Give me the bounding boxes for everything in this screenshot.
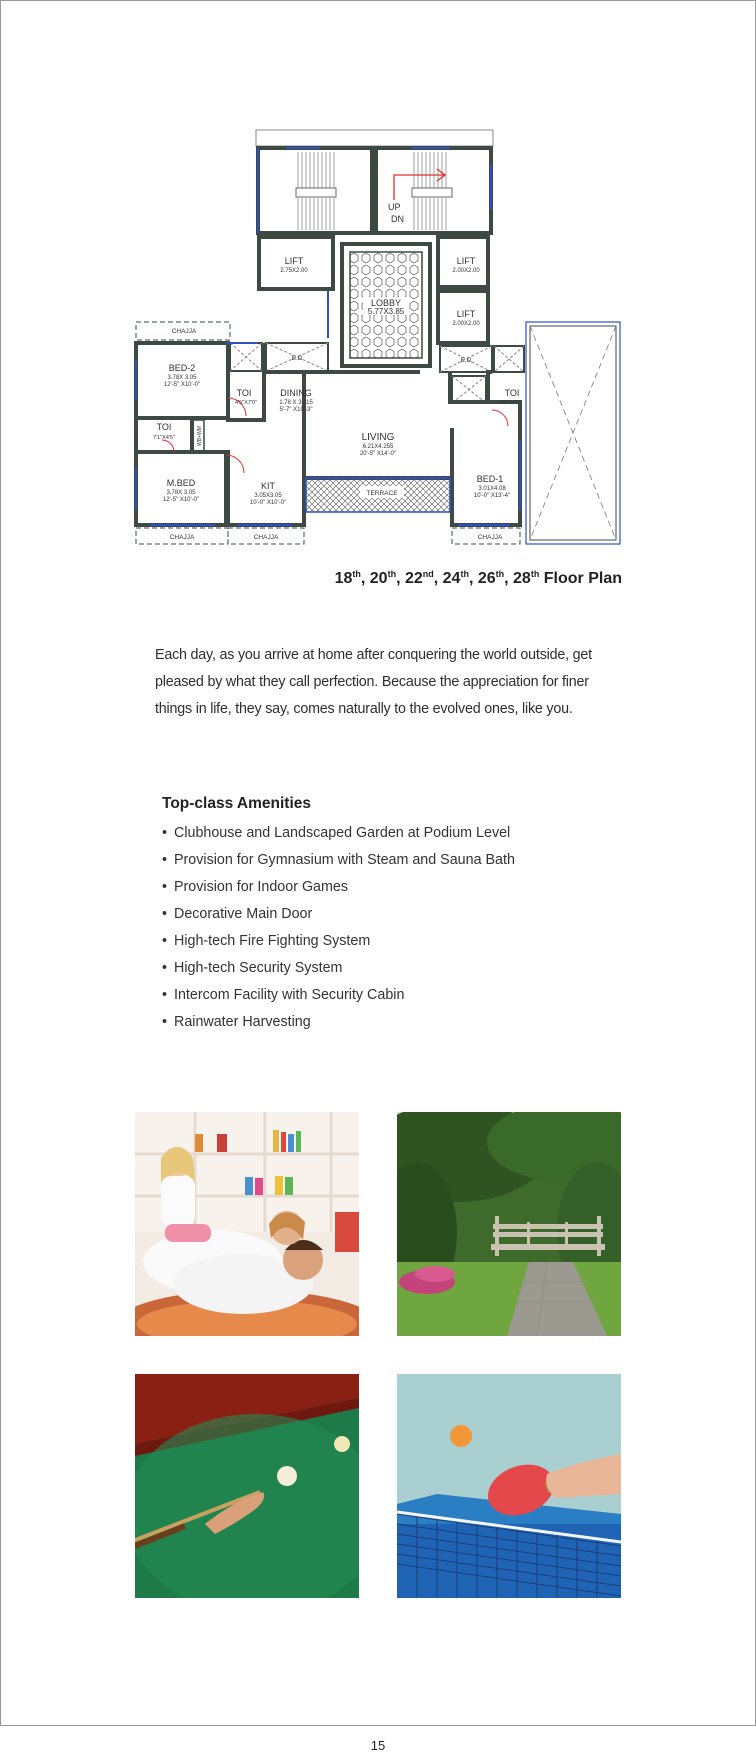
room-living-label bbox=[360, 432, 396, 457]
ed-duct-left bbox=[230, 343, 328, 371]
svg-text:5.77X3.85: 5.77X3.85 bbox=[367, 307, 405, 316]
open-terrace-right bbox=[526, 322, 620, 544]
svg-text:LIFT: LIFT bbox=[456, 309, 476, 319]
floor-plan bbox=[130, 125, 625, 550]
staircase-left bbox=[258, 148, 372, 233]
svg-text:12'-5" X10'-0": 12'-5" X10'-0" bbox=[162, 497, 200, 503]
stair-up-label: UP bbox=[388, 202, 401, 212]
page-number: 15 bbox=[370, 1738, 386, 1753]
room-bed2-label bbox=[164, 363, 200, 388]
stair-down-label: DN bbox=[391, 214, 404, 224]
svg-text:DINING: DINING bbox=[280, 388, 312, 398]
intro-paragraph: Each day, as you arrive at home after conquering the world outside, get pleased by what they call perfection. Because the appreciation for finer things in life, they say, comes naturally to the evolved ones, like you. bbox=[155, 647, 592, 717]
svg-text:10'-0" X13'-4": 10'-0" X13'-4" bbox=[473, 493, 511, 499]
list-item: • Provision for Gymnasium with Steam and Sauna Bath bbox=[162, 852, 515, 868]
svg-text:TOI: TOI bbox=[236, 388, 252, 398]
svg-text:KIT: KIT bbox=[260, 481, 276, 491]
list-item: • High-tech Fire Fighting System bbox=[162, 933, 371, 949]
svg-text:7'1"X4'5": 7'1"X4'5" bbox=[153, 435, 175, 441]
chajja-bottom-1: CHAJJA bbox=[169, 534, 195, 541]
amenities-list bbox=[162, 820, 515, 1036]
lift-right-top bbox=[438, 237, 488, 287]
svg-text:3.78X 3.05: 3.78X 3.05 bbox=[166, 490, 196, 496]
svg-text:2.75X2.00: 2.75X2.00 bbox=[280, 268, 308, 274]
svg-text:3.05X3.05: 3.05X3.05 bbox=[254, 493, 282, 499]
svg-text:LIFT: LIFT bbox=[284, 256, 304, 266]
chajja-bottom-2: CHAJJA bbox=[253, 534, 279, 541]
svg-text:4'5"X7'0": 4'5"X7'0" bbox=[499, 400, 521, 406]
lift-left bbox=[259, 237, 333, 289]
svg-text:1.78 X 3.115: 1.78 X 3.115 bbox=[279, 400, 313, 406]
svg-text:E.D: E.D bbox=[291, 355, 303, 362]
lift-right-bottom bbox=[438, 291, 488, 343]
wb-wm-label: WB+WM bbox=[197, 426, 203, 446]
svg-text:3.01X4.08: 3.01X4.08 bbox=[478, 486, 506, 492]
svg-text:10'-0" X10'-0": 10'-0" X10'-0" bbox=[249, 500, 287, 506]
room-toi-left-label bbox=[235, 388, 257, 406]
garden-bench-photo bbox=[397, 1112, 621, 1336]
list-item: • High-tech Security System bbox=[162, 960, 343, 976]
svg-text:LOBBY: LOBBY bbox=[370, 298, 402, 308]
room-bed1-label bbox=[474, 474, 510, 499]
list-item: • Rainwater Harvesting bbox=[162, 1014, 311, 1030]
family-photo bbox=[135, 1112, 359, 1336]
list-item: • Provision for Indoor Games bbox=[162, 879, 349, 895]
svg-text:M.BED: M.BED bbox=[166, 478, 196, 488]
svg-text:20'-5" X14'-0": 20'-5" X14'-0" bbox=[359, 451, 397, 457]
svg-text:12'-5" X10'-0": 12'-5" X10'-0" bbox=[163, 382, 201, 388]
list-item: • Clubhouse and Landscaped Garden at Podium Level bbox=[162, 825, 511, 841]
list-item: • Decorative Main Door bbox=[162, 906, 313, 922]
floor-plan-heading: 18th, 20th, 22nd, 24th, 26th, 28th Floor Plan bbox=[334, 569, 622, 587]
svg-text:BED-2: BED-2 bbox=[168, 363, 196, 373]
svg-text:2.00X2.00: 2.00X2.00 bbox=[452, 321, 480, 327]
amenities-title: Top-class Amenities bbox=[162, 795, 312, 812]
svg-text:2.00X2.00: 2.00X2.00 bbox=[452, 268, 480, 274]
svg-text:BED-1: BED-1 bbox=[476, 474, 504, 484]
billiards-photo bbox=[135, 1374, 359, 1598]
chajja-top-label: CHAJJA bbox=[171, 328, 197, 335]
svg-text:4'5"X7'0": 4'5"X7'0" bbox=[235, 400, 257, 406]
terrace-area bbox=[306, 478, 450, 512]
room-dining-label bbox=[279, 388, 313, 413]
room-kit-label bbox=[250, 481, 286, 506]
list-item: • Intercom Facility with Security Cabin bbox=[162, 987, 405, 1003]
svg-text:6.21X4.255: 6.21X4.255 bbox=[362, 444, 394, 450]
room-toi-right-label bbox=[499, 388, 521, 406]
table-tennis-photo bbox=[397, 1374, 621, 1598]
svg-text:TOI: TOI bbox=[504, 388, 520, 398]
svg-text:TOI: TOI bbox=[156, 422, 172, 432]
room-toi-small-label bbox=[153, 422, 175, 441]
lobby bbox=[342, 244, 430, 366]
svg-text:LIFT: LIFT bbox=[456, 256, 476, 266]
room-mbed-label bbox=[163, 478, 199, 503]
svg-text:5'-7" X10'-3": 5'-7" X10'-3" bbox=[279, 407, 313, 413]
svg-text:LIVING: LIVING bbox=[361, 432, 395, 443]
svg-text:E.D: E.D bbox=[460, 357, 472, 364]
chajja-bottom-3: CHAJJA bbox=[477, 534, 503, 541]
svg-text:TERRACE: TERRACE bbox=[366, 490, 398, 497]
svg-text:3.78X 3.05: 3.78X 3.05 bbox=[167, 375, 197, 381]
